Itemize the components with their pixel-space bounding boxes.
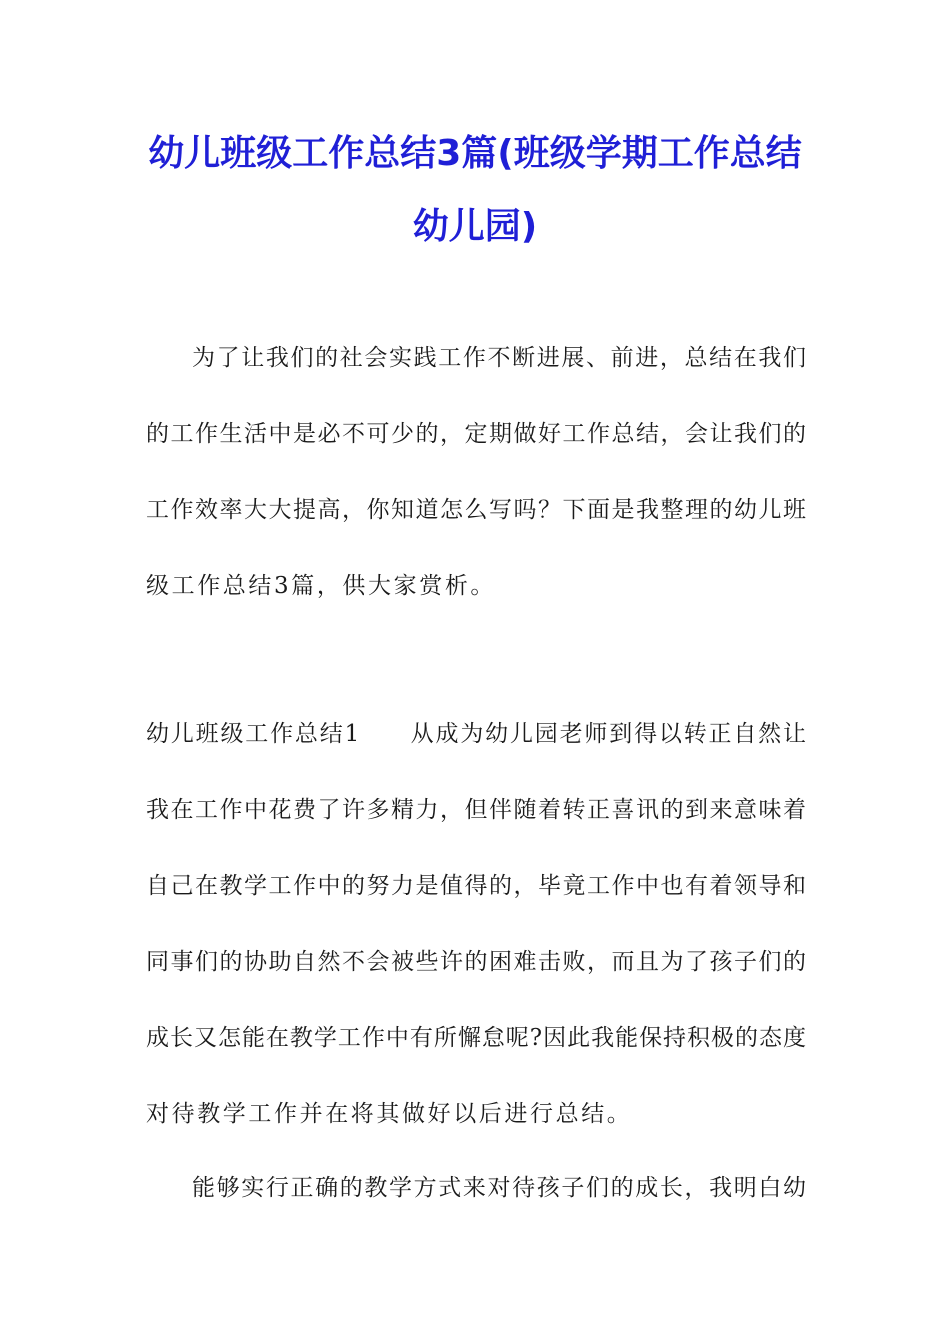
paragraph-2-line-2: 我在工作中花费了许多精力，但伴随着转正喜讯的到来意味着: [146, 797, 806, 823]
paragraph-2-line-1: 幼儿班级工作总结1 从成为幼儿园老师到得以转正自然让: [146, 721, 806, 747]
paragraph-1-line-2: 的工作生活中是必不可少的，定期做好工作总结，会让我们的: [146, 421, 806, 447]
paragraph-1-line-1: 为了让我们的社会实践工作不断进展、前进，总结在我们: [192, 345, 806, 371]
document-title-line-1: 幼儿班级工作总结3篇(班级学期工作总结: [148, 133, 802, 174]
paragraph-3-line-1: 能够实行正确的教学方式来对待孩子们的成长，我明白幼: [192, 1175, 806, 1201]
paragraph-1-line-3: 工作效率大大提高，你知道怎么写吗？下面是我整理的幼儿班: [146, 497, 806, 523]
paragraph-1-line-4: 级工作总结3篇，供大家赏析。: [146, 573, 497, 599]
paragraph-2-line-5: 成长又怎能在教学工作中有所懈怠呢?因此我能保持积极的态度: [146, 1025, 806, 1051]
document-title-line-2: 幼儿园): [412, 206, 538, 247]
paragraph-2-line-3: 自己在教学工作中的努力是值得的，毕竟工作中也有着领导和: [146, 873, 806, 899]
paragraph-2-line-4: 同事们的协助自然不会被些许的困难击败，而且为了孩子们的: [146, 949, 806, 975]
paragraph-2-line-6: 对待教学工作并在将其做好以后进行总结。: [146, 1101, 633, 1127]
